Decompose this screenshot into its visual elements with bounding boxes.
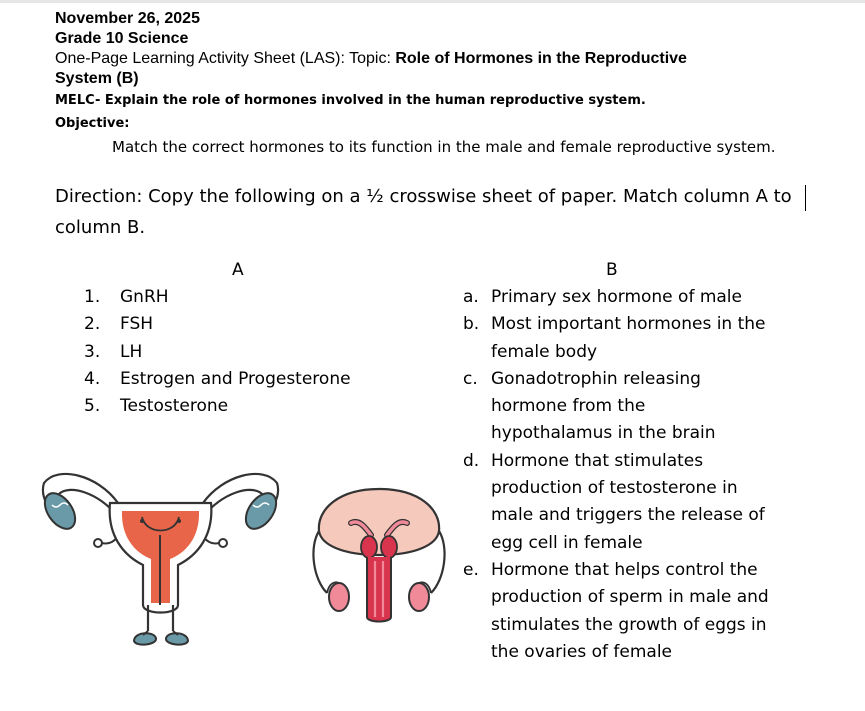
direction-line2: column B.	[55, 217, 146, 238]
hormone-name: Estrogen and Progesterone	[120, 368, 351, 389]
text-cursor	[805, 185, 806, 211]
las-prefix: One-Page Learning Activity Sheet (LAS): Topic:	[55, 50, 396, 67]
function-line: stimulates the growth of eggs in	[491, 614, 767, 635]
objective-label: Objective:	[55, 116, 130, 131]
column-a-item	[84, 311, 424, 338]
function-line: egg cell in female	[491, 532, 643, 553]
function-line: Hormone that stimulates	[491, 450, 704, 471]
column-b-item	[463, 284, 853, 311]
hormone-name: LH	[120, 341, 143, 362]
column-b-item	[463, 311, 853, 366]
item-marker: b.	[463, 314, 480, 335]
function-line: the ovaries of female	[491, 641, 673, 662]
column-a-item	[84, 339, 424, 366]
melc-statement: MELC- Explain the role of hormones involved in the human reproductive system.	[55, 93, 646, 108]
item-marker: 2.	[84, 314, 101, 335]
topic-title-line1: Role of Hormones in the Reproductive	[395, 50, 687, 67]
function-line: Hormone that helps control the	[491, 559, 758, 580]
item-marker: 4.	[84, 368, 101, 389]
column-a-heading: A	[232, 260, 244, 280]
column-a-list	[84, 284, 424, 420]
hormone-name: FSH	[120, 314, 154, 335]
function-line: Primary sex hormone of male	[491, 287, 742, 307]
column-b-heading: B	[606, 260, 618, 280]
item-marker: 1.	[84, 287, 101, 307]
topic-title-line2: System (B)	[55, 70, 139, 87]
objective-text: Match the correct hormones to its function in the male and female reproductive system.	[112, 138, 776, 156]
hormone-name: GnRH	[120, 287, 169, 307]
function-line: male and triggers the release of	[491, 505, 765, 526]
column-b-list	[463, 284, 853, 666]
item-marker: c.	[463, 368, 478, 389]
column-a-item	[84, 393, 424, 420]
function-line: production of sperm in male and	[491, 587, 769, 608]
column-b-item	[463, 557, 853, 666]
male-reproductive-system-icon	[305, 483, 453, 623]
female-reproductive-system-icon	[38, 455, 283, 655]
las-title-line	[55, 49, 687, 68]
function-line: Gonadotrophin releasing	[491, 368, 701, 389]
function-line: Most important hormones in the	[491, 314, 766, 335]
column-b-item	[463, 366, 853, 448]
column-a-item	[84, 284, 424, 311]
date-heading: November 26, 2025	[55, 10, 200, 27]
function-line: production of testosterone in	[491, 478, 738, 499]
direction-line1: Direction: Copy the following on a ½ crosswise sheet of paper. Match column A to	[55, 186, 792, 207]
item-marker: 5.	[84, 396, 101, 417]
item-marker: a.	[463, 287, 479, 307]
item-marker: 3.	[84, 341, 101, 362]
function-line: hypothalamus in the brain	[491, 423, 716, 444]
function-line: hormone from the	[491, 396, 646, 417]
function-line: female body	[491, 341, 598, 362]
item-marker: e.	[463, 559, 479, 580]
column-a-item	[84, 366, 424, 393]
hormone-name: Testosterone	[120, 396, 229, 417]
column-b-item	[463, 448, 853, 557]
item-marker: d.	[463, 450, 480, 471]
grade-heading: Grade 10 Science	[55, 30, 189, 47]
